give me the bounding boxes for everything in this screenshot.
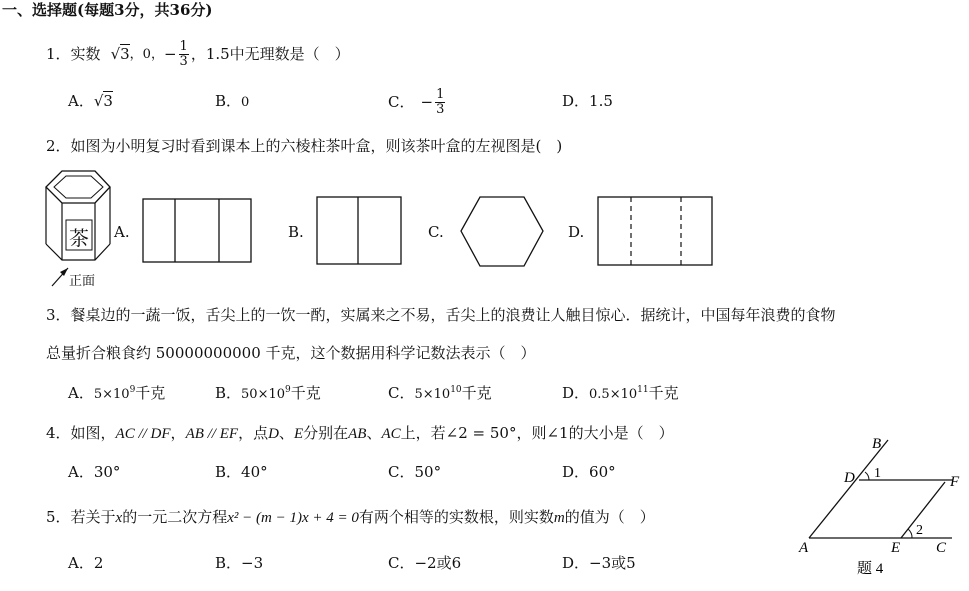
q1-option-d[interactable] [562, 94, 613, 109]
front-label: 正面 [69, 274, 96, 289]
q4-sep2: 、 [278, 424, 294, 442]
q1-frac-num: 1 [179, 38, 188, 54]
tea-box-top-inner [54, 176, 103, 198]
point-c-label: C [936, 540, 947, 556]
question-3-line-2: 总量折合粮食约 50000000000 千克，这个数据用科学记数法表示（ ） [46, 344, 536, 362]
figure-4 [795, 432, 965, 582]
q3-b-coef: 50×10 [241, 387, 286, 402]
q1-sqrt-value: 3 [120, 44, 130, 63]
q3-option-d[interactable] [562, 386, 679, 401]
q3-d-label: D． [562, 384, 590, 402]
q3-option-b[interactable] [215, 386, 321, 401]
q4-sep3: 、 [366, 424, 382, 442]
q4-num: 4．如图， [46, 424, 116, 442]
q3-c-exp: 10 [450, 385, 462, 395]
q3-c-unit: 千克 [461, 384, 492, 402]
q5-x: x [115, 510, 123, 526]
q4-post: ，则∠1的大小是（ ） [516, 424, 674, 442]
q1-a-label: A． [68, 92, 94, 110]
section-title: 一、选择题(每题3分，共36分) [2, 1, 213, 19]
q1-d-value: 1.5 [589, 92, 613, 110]
question-3-line-1: 3．餐桌边的一蔬一饭，舌尖上的一饮一酌，实属来之不易，舌尖上的浪费让人触目惊心．据统计，中国每年浪费的食物 [46, 306, 836, 324]
q2-option-a-label[interactable]: A. [114, 223, 130, 241]
q2-option-d-figure[interactable] [597, 196, 715, 268]
q3-d-coef: 0.5×10 [589, 387, 638, 402]
q2-option-a-figure[interactable] [142, 198, 254, 264]
q5-m: m [553, 510, 565, 526]
q3-b-unit: 千克 [290, 384, 321, 402]
q1-number: 1． [46, 44, 71, 63]
angle-2-label: 2 [916, 523, 923, 538]
q4-angle: ∠2 = 50° [445, 424, 517, 442]
q1-d-label: D． [562, 92, 590, 110]
q3-a-coef: 5×10 [93, 387, 130, 402]
q5-option-b[interactable]: B．−3 [215, 554, 264, 572]
question-2: 2．如图为小明复习时看到课本上的六棱柱茶叶盒，则该茶叶盒的左视图是( ) [46, 137, 563, 155]
q4-sac: AC [381, 426, 401, 442]
q3-option-c[interactable] [388, 386, 492, 401]
figure-caption: 题 4 [857, 561, 884, 577]
q4-mid3: 上，若 [400, 424, 446, 442]
q2-option-c-label[interactable]: C. [428, 223, 444, 241]
q5-post2: 的值为（ ） [564, 508, 655, 526]
q1-option-a[interactable]: A．√3 [68, 92, 113, 110]
q1-frac-den: 3 [179, 53, 188, 69]
q1-b-value: 0 [241, 95, 250, 110]
q1-neg: − [163, 44, 177, 63]
q5-equation: x² − (m − 1)x + 4 = 0 [227, 510, 359, 526]
q1-sqrt: √3 [110, 44, 130, 63]
q4-cond2: AB // EF [185, 426, 239, 442]
q5-post: 有两个相等的实数根，则实数 [358, 508, 554, 526]
q2-option-c-figure[interactable] [457, 195, 547, 269]
q1-option-c[interactable] [388, 82, 447, 122]
q1-pre: 实数 [70, 44, 101, 63]
q4-option-d[interactable]: D．60° [562, 463, 616, 481]
q3-d-unit: 千克 [648, 384, 679, 402]
angle-2-arc [908, 529, 912, 538]
q5-option-d[interactable]: D．−3或5 [562, 554, 636, 572]
q1-fraction [179, 40, 189, 68]
line-ef [901, 482, 945, 538]
q3-c-label: C． [388, 384, 415, 402]
q1-c-num: 1 [436, 86, 445, 102]
angle-1-arc [865, 472, 869, 480]
q4-mid2: 分别在 [303, 424, 349, 442]
q4-pe: E [293, 426, 304, 442]
q1-c-label: C． [388, 92, 415, 111]
q5-option-a[interactable]: A．2 [68, 554, 104, 572]
q4-sab: AB [348, 426, 367, 442]
point-e-label: E [891, 540, 901, 556]
q5-mid: 的一元二次方程 [122, 508, 228, 526]
q3-b-exp: 9 [285, 385, 291, 395]
q2-option-b-label[interactable]: B. [288, 223, 304, 241]
q3-b-label: B． [215, 384, 242, 402]
q4-cond1: AC // DF [115, 426, 171, 442]
q1-zero: ，0， [129, 46, 164, 62]
q1-post: ，1.5中无理数是（ ） [190, 44, 350, 63]
point-a-label: A [799, 540, 809, 556]
q1-c-den: 3 [436, 101, 445, 117]
point-b-label: B [872, 436, 882, 452]
q3-a-unit: 千克 [135, 384, 166, 402]
q1-a-value: 3 [103, 92, 113, 110]
q1-b-label: B． [215, 92, 242, 110]
angle-1-label: 1 [874, 466, 881, 481]
q4-pd: D [268, 426, 279, 442]
question-1 [46, 34, 350, 74]
q2-option-b-figure[interactable] [316, 196, 404, 266]
q5-option-c[interactable]: C．−2或6 [388, 554, 462, 572]
q1-c-neg: − [420, 92, 434, 111]
q4-option-a[interactable]: A．30° [68, 463, 121, 481]
q3-a-exp: 9 [129, 385, 136, 395]
q3-a-label: A． [68, 384, 94, 402]
q5-pre: 5．若关于 [46, 508, 116, 526]
q4-option-b[interactable]: B．40° [215, 463, 268, 481]
q2-option-d-label[interactable]: D. [568, 223, 585, 241]
q1-option-b[interactable] [215, 94, 249, 109]
point-d-label: D [844, 470, 855, 486]
q3-c-coef: 5×10 [414, 387, 451, 402]
q4-mid: ，点 [238, 424, 269, 442]
q3-option-a[interactable] [68, 386, 165, 401]
line-ab [809, 440, 888, 538]
q4-option-c[interactable]: C．50° [388, 463, 442, 481]
q4-sep1: ， [170, 424, 186, 442]
q1-c-fraction [435, 88, 445, 116]
point-f-label: F [950, 474, 960, 490]
tea-char: 茶 [69, 226, 89, 250]
question-4 [46, 426, 674, 442]
question-5 [46, 510, 655, 526]
q3-d-exp: 11 [637, 385, 649, 395]
